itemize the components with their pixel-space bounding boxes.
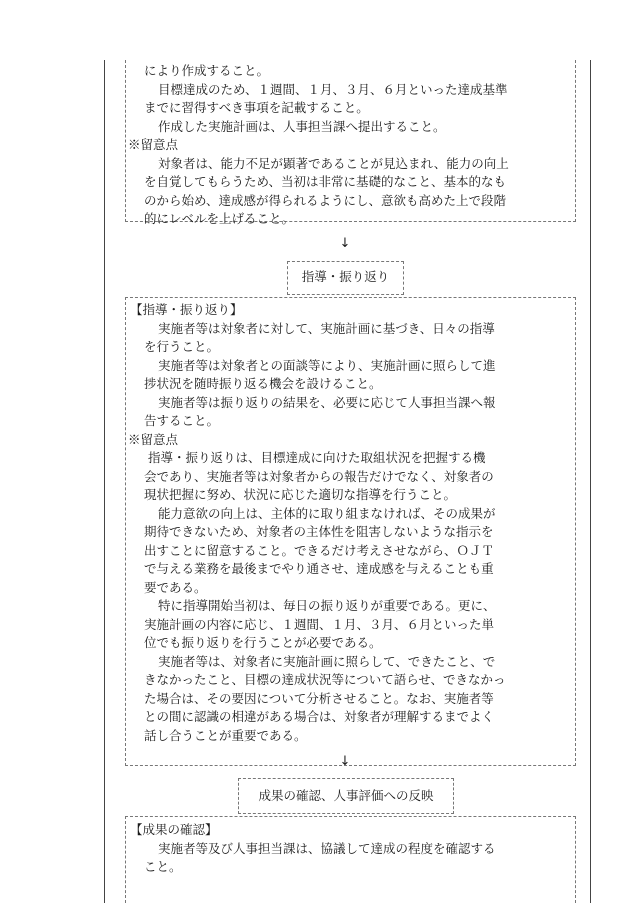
flow-arrow-1: ↓ [339,236,351,251]
text-line: きなかったこと、目標の達成状況等について語らせ、できなかっ [144,672,506,687]
text-line: 捗状況を随時振り返る機会を設けること。 [144,376,382,391]
text-line: で与える業務を最後までやり通させ、達成感を与えることも重 [144,561,494,576]
text-line: のから始め、達成感が得られるようにし、意欲も高めた上で段階 [144,192,507,208]
text-line: 【成果の確認】 [130,822,218,837]
text-line: 実施者等は振り返りの結果を、必要に応じて人事担当課へ報 [158,394,496,410]
step-label-results: 成果の確認、人事評価への反映 [238,778,454,814]
text-line: 実施計画の内容に応じ、１週間、１月、３月、６月といった単 [144,616,495,632]
text-line: 会であり、実施者等は対象者からの報告だけでなく、対象者の [144,468,494,484]
step-label-guidance: 指導・振り返り [287,261,404,295]
text-line: 実施者等及び人事担当課は、協議して達成の程度を確認する [158,840,496,856]
text-line: 対象者は、能力不足が顕著であることが見込まれ、能力の向上 [158,155,509,171]
text-line: 【指導・振り返り】 [130,302,243,317]
text-line: ※留意点 [128,431,179,447]
text-line: までに習得すべき事項を記載すること。 [144,100,369,115]
text-line: 現状把握に努め、状況に応じた適切な指導を行うこと。 [144,487,457,502]
text-line: 告すること。 [144,413,220,428]
text-line: 実施者等は対象者に対して、実施計画に基づき、日々の指導 [158,320,495,336]
plan-creation-box [125,60,576,226]
page-frame-right [590,60,591,903]
text-line: 位でも振り返りを行うことが必要である。 [144,635,382,650]
text-line: 要である。 [144,579,207,595]
guidance-review-box [125,297,576,766]
page-frame-left [104,60,105,903]
text-line: 的にレベルを上げること。 [144,211,295,226]
text-line: により作成すること。 [144,63,270,78]
text-line: 能力意欲の向上は、主体的に取り組まなければ、その成果が [158,505,496,521]
text-line: 目標達成のため、１週間、１月、３月、６月といった達成基準 [158,81,508,97]
text-line: 作成した実施計画は、人事担当課へ提出すること。 [158,118,446,134]
text-line: た場合は、その要因について分析させること。なお、実施者等 [144,690,494,706]
text-line: ※留意点 [128,137,179,152]
text-line: 実施者等は、対象者に実施計画に照らして、できたこと、で [158,653,496,669]
text-line: 実施者等は対象者との面談等により、実施計画に照らして進 [158,357,496,373]
text-line: を自覚してもらうため、当初は非常に基礎的なこと、基本的なも [144,174,507,189]
text-line: 期待できないため、対象者の主体性を阻害しないような指示を [144,524,494,539]
text-line: 話し合うことが重要である。 [144,727,307,743]
text-line: との間に認識の相違がある場合は、対象者が理解するまでよく [144,709,495,724]
text-line: 出すことに留意すること。できるだけ考えさせながら、ＯＪＴ [144,542,495,558]
results-confirmation-box [125,816,576,903]
text-line: こと。 [144,859,182,874]
text-line: 指導・振り返りは、目標達成に向けた取組状況を把握する機 [148,450,486,465]
flow-arrow-2: ↓ [339,754,351,769]
text-line: 特に指導開始当初は、毎日の振り返りが重要である。更に、 [158,598,496,613]
text-line: を行うこと。 [144,339,220,354]
